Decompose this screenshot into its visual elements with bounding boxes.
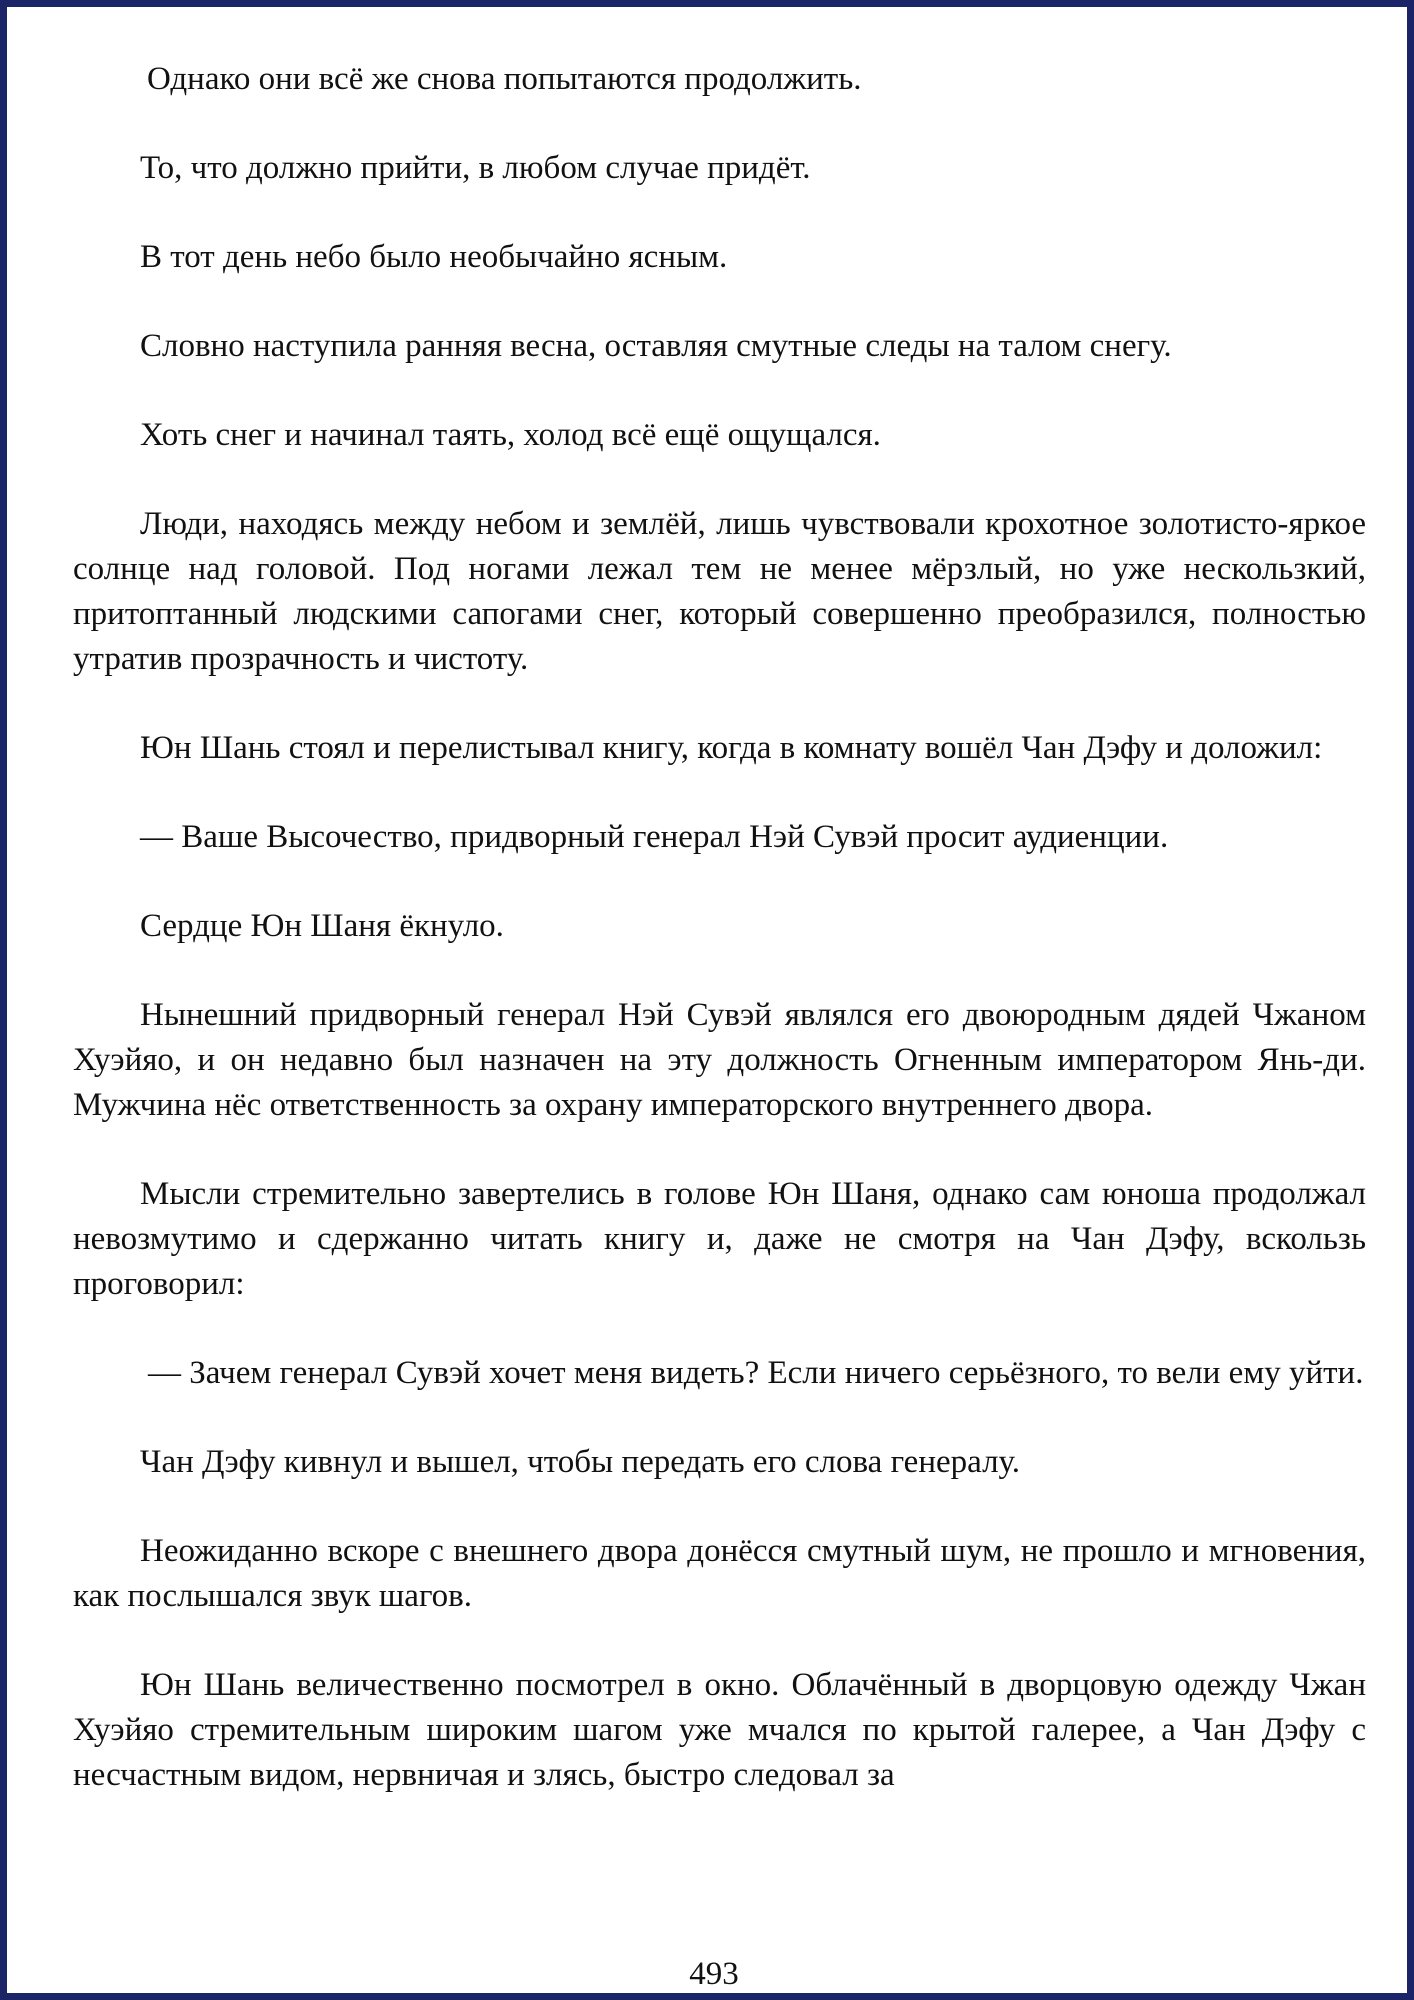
paragraph-12: — Зачем генерал Сувэй хочет меня видеть? Если ничего серьёзного, то вели ему уйти. [148, 1355, 1364, 1391]
paragraph-8: — Ваше Высочество, придворный генерал Нэй Сувэй просит аудиенции. [140, 819, 1169, 855]
paragraph-2: То, что должно прийти, в любом случае придёт. [140, 150, 811, 186]
document-text [73, 57, 1366, 1842]
paragraph-10: Нынешний придворный генерал Нэй Сувэй являлся его двоюродным дядей Чжаном Хуэйяо, и он недавно был назначен на эту должность Огненным императором Янь-ди. Мужчина нёс ответственность за охрану императорского внутреннего двора. [73, 997, 1366, 1123]
paragraph-13: Чан Дэфу кивнул и вышел, чтобы передать его слова генералу. [140, 1444, 1020, 1480]
paragraph-6: Люди, находясь между небом и землёй, лишь чувствовали крохотное золотисто-яркое солнце над головой. Под ногами лежал тем не менее мёрзлый, но уже нескользкий, притоптанный людскими сапогами снег, который совершенно преобразился, полностью утратив прозрачность и чистоту. [73, 506, 1366, 677]
paragraph-14: Неожиданно вскоре с внешнего двора донёсся смутный шум, не прошло и мгновения, как послышался звук шагов. [73, 1533, 1366, 1614]
paragraph-5: Хоть снег и начинал таять, холод всё ещё ощущался. [140, 417, 881, 453]
paragraph-3: В тот день небо было необычайно ясным. [140, 239, 728, 275]
page-number: 493 [689, 1956, 739, 1992]
paragraph-7: Юн Шань стоял и перелистывал книгу, когда в комнату вошёл Чан Дэфу и доложил: [140, 730, 1323, 766]
paragraph-9: Сердце Юн Шаня ёкнуло. [140, 908, 504, 944]
paragraph-15: Юн Шань величественно посмотрел в окно. Облачённый в дворцовую одежду Чжан Хуэйяо стремительным широким шагом уже мчался по крытой галерее, а Чан Дэфу с несчастным видом, нервничая и злясь, быстро следовал за [73, 1667, 1366, 1793]
paragraph-4: Словно наступила ранняя весна, оставляя смутные следы на талом снегу. [140, 328, 1172, 364]
paragraph-11: Мысли стремительно завертелись в голове Юн Шаня, однако сам юноша продолжал невозмутимо и сдержанно читать книгу и, даже не смотря на Чан Дэфу, вскользь проговорил: [73, 1176, 1366, 1302]
paragraph-1: Однако они всё же снова попытаются продолжить. [147, 61, 862, 97]
